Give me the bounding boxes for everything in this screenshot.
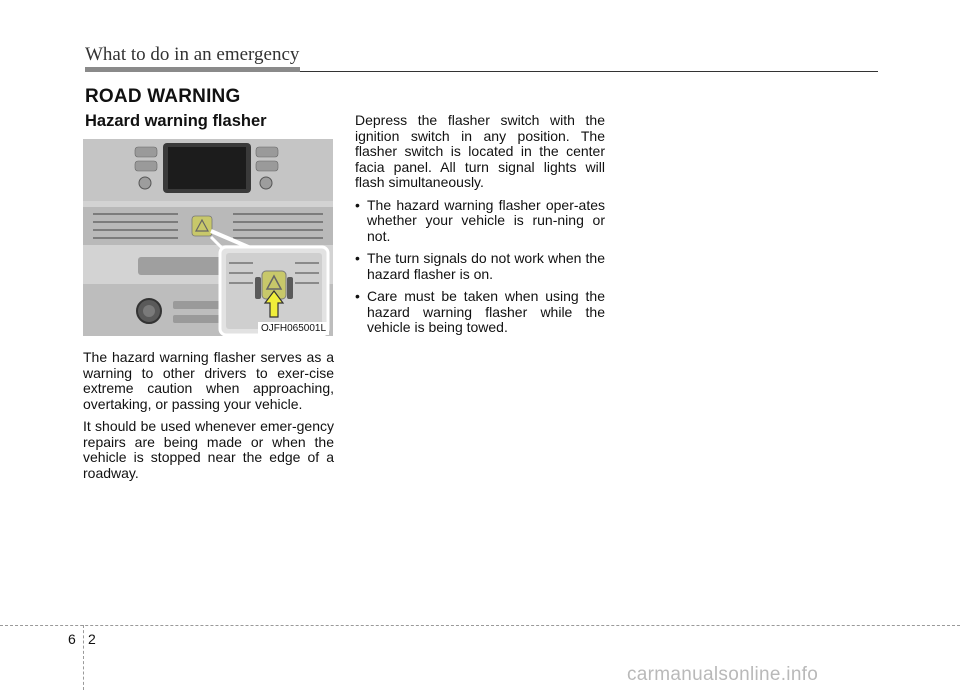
footer-rule [0, 625, 960, 626]
header-rule [300, 71, 878, 72]
section-title: ROAD WARNING [85, 86, 241, 107]
list-item [355, 289, 605, 336]
page-number: 2 [88, 631, 96, 647]
bullet-list [355, 198, 605, 336]
footer-divider [83, 625, 84, 690]
figure-code: OJFH065001L [258, 322, 329, 335]
page-header-title: What to do in an emergency [85, 44, 300, 65]
list-item-text: The hazard warning flasher oper-ates whether your vehicle is run-ning or not. [367, 196, 605, 244]
bullet-icon: • [355, 250, 360, 266]
paragraph: The hazard warning flasher serves as a warning to other drivers to exer-cise extreme caution when approaching, overtaking, or passing your vehicle. [83, 349, 334, 412]
list-item-text: The turn signals do not work when the hazard flasher is on. [367, 250, 605, 282]
subsection-title: Hazard warning flasher [85, 112, 267, 130]
chapter-number: 6 [68, 631, 76, 647]
list-item [355, 251, 605, 282]
bullet-icon: • [355, 196, 360, 213]
bullet-icon: • [355, 288, 360, 304]
list-item [355, 198, 605, 245]
hazard-switch-illustration [83, 139, 333, 336]
paragraph: It should be used whenever emer-gency repairs are being made or when the vehicle is stopped near the edge of a roadway. [83, 418, 334, 481]
left-column [83, 350, 334, 488]
intro-paragraph: Depress the flasher switch with the ignition switch in any position. The flasher switch is located in the center facia panel. All turn signal lights will flash simultaneously. [355, 112, 605, 190]
header-bar [85, 67, 300, 72]
right-column [355, 113, 605, 343]
dashboard-drawing [83, 139, 333, 336]
watermark: carmanualsonline.info [627, 664, 819, 685]
list-item-text: Care must be taken when using the hazard warning flasher while the vehicle is being towed. [367, 288, 605, 335]
